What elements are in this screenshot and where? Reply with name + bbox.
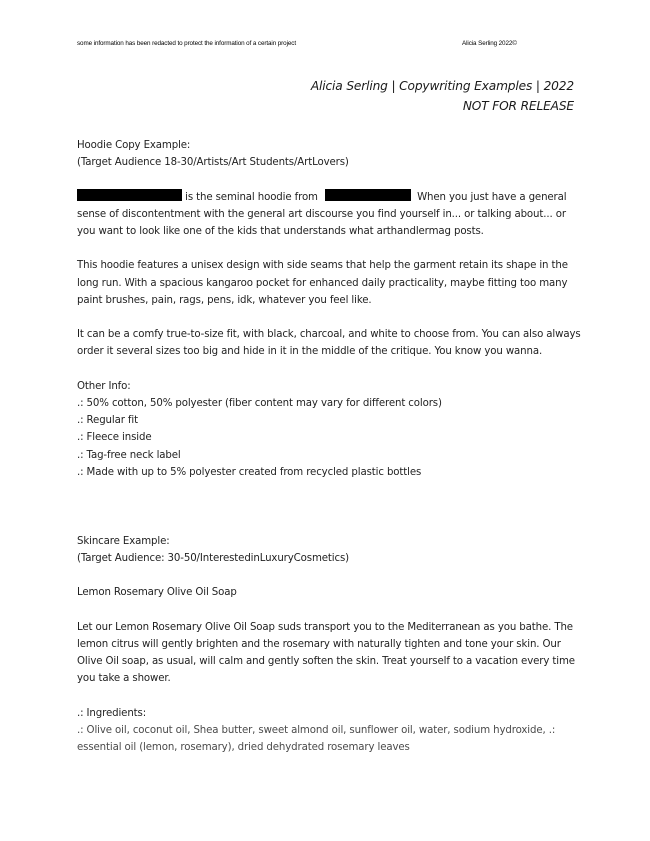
other-info-item: .: Regular fit bbox=[77, 415, 138, 427]
hoodie-heading: Hoodie Copy Example: bbox=[77, 140, 191, 151]
redaction-bar bbox=[77, 189, 182, 201]
redaction-notice: some information has been redacted to protect the information of a certain project bbox=[77, 40, 296, 47]
hoodie-intro-end: When you just have a general bbox=[413, 191, 567, 203]
skincare-heading: Skincare Example: bbox=[77, 535, 170, 547]
hoodie-p3-line1: It can be a comfy true-to-size fit, with black, charcoal, and white to choose from. You can also always bbox=[77, 329, 581, 341]
hoodie-intro-line2: sense of discontentment with the general art discourse you find yourself in... or talking about... or bbox=[77, 208, 566, 220]
hoodie-intro-mid: is the seminal hoodie from bbox=[182, 191, 321, 203]
other-info-item: .: Fleece inside bbox=[77, 432, 152, 444]
other-info-item: .: Made with up to 5% polyester created from recycled plastic bottles bbox=[77, 466, 422, 478]
skincare-audience: (Target Audience: 30-50/InterestedinLuxuryCosmetics) bbox=[77, 552, 349, 564]
other-info-item: .: Tag-free neck label bbox=[77, 449, 181, 461]
ingredients-line1: .: Olive oil, coconut oil, Shea butter, sweet almond oil, sunflower oil, water, sodium hydroxide, .: bbox=[77, 724, 556, 736]
ingredients-line2: essential oil (lemon, rosemary), dried dehydrated rosemary leaves bbox=[77, 741, 410, 753]
hoodie-intro-line3: you want to look like one of the kids that understands what arthandlermag posts. bbox=[77, 226, 484, 237]
other-info-heading: Other Info: bbox=[77, 380, 131, 392]
hoodie-intro-line1 bbox=[77, 189, 577, 206]
skincare-desc-line3: Olive Oil soap, as usual, will calm and gently soften the skin. Treat yourself to a vacation every time bbox=[77, 655, 575, 667]
ingredients-heading: .: Ingredients: bbox=[77, 707, 147, 719]
hoodie-p2-line1: This hoodie features a unisex design with side seams that help the garment retain its shape in the bbox=[77, 260, 568, 272]
hoodie-audience: (Target Audience 18-30/Artists/Art Students/ArtLovers) bbox=[77, 157, 349, 169]
hoodie-p3-line2: order it several sizes too big and hide in it in the middle of the critique. You know you wanna. bbox=[77, 346, 543, 358]
copyright-notice: Alicia Serling 2022© bbox=[462, 40, 517, 47]
redaction-bar bbox=[325, 189, 411, 201]
document-body bbox=[77, 137, 581, 756]
skincare-desc-line4: you take a shower. bbox=[77, 673, 171, 685]
product-name: Lemon Rosemary Olive Oil Soap bbox=[77, 587, 237, 599]
hoodie-p2-line2: long run. With a spacious kangaroo pocket for enhanced daily practicality, maybe fitting too many bbox=[77, 277, 568, 289]
skincare-desc-line2: lemon citrus will gently brighten and the rosemary with naturally tighten and tone your skin. Our bbox=[77, 638, 561, 650]
other-info-item: .: 50% cotton, 50% polyester (fiber content may vary for different colors) bbox=[77, 397, 442, 409]
skincare-desc-line1: Let our Lemon Rosemary Olive Oil Soap suds transport you to the Mediterranean as you bathe. The bbox=[77, 621, 573, 633]
document-title: Alicia Serling | Copywriting Examples | 2022 bbox=[310, 79, 574, 93]
release-notice: NOT FOR RELEASE bbox=[462, 99, 574, 113]
hoodie-p2-line3: paint brushes, pain, rags, pens, idk, whatever you feel like. bbox=[77, 294, 372, 306]
